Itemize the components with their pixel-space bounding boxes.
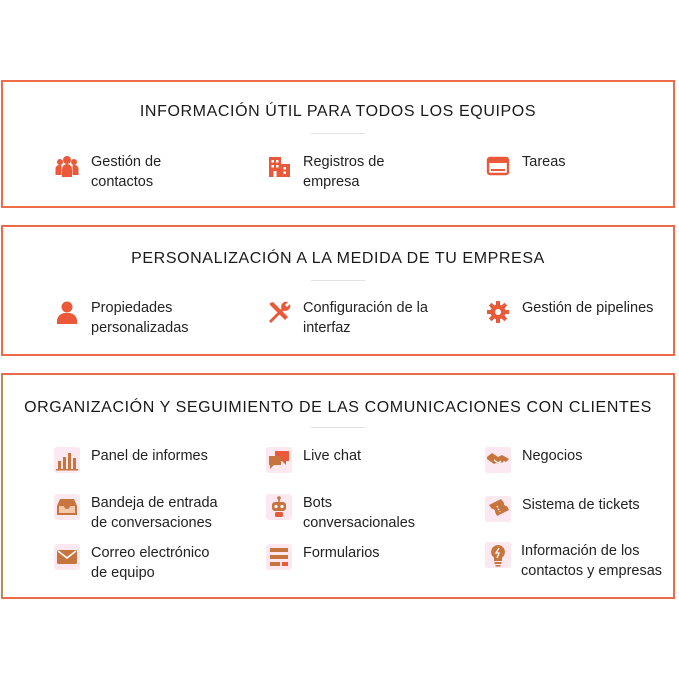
feature-label: Propiedades personalizadas <box>91 300 189 336</box>
handshake-icon <box>485 447 511 473</box>
title-divider <box>311 427 365 428</box>
feature-label: Gestión de contactos <box>91 154 162 190</box>
people-icon <box>54 153 80 179</box>
building-icon <box>266 153 292 179</box>
feature-label: Registros de empresa <box>303 154 385 190</box>
feature-label: Correo electrónico de equipo <box>91 545 210 581</box>
title-divider <box>311 280 365 281</box>
feature-label: Configuración de la interfaz <box>303 300 428 336</box>
feature-label: Negocios <box>522 448 583 464</box>
gear-icon <box>485 299 511 325</box>
bar-chart-icon <box>54 447 80 473</box>
feature-label: Bandeja de entrada de conversaciones <box>91 495 218 531</box>
feature-label: Gestión de pipelines <box>522 300 654 316</box>
section-title: INFORMACIÓN ÚTIL PARA TODOS LOS EQUIPOS <box>139 103 537 120</box>
bot-icon <box>266 494 292 520</box>
chat-icon <box>266 447 292 473</box>
section-customization <box>1 225 675 356</box>
section-communications <box>1 373 675 599</box>
title-divider <box>311 133 365 134</box>
section-title: PERSONALIZACIÓN A LA MEDIDA DE TU EMPRESA <box>131 250 545 267</box>
feature-label: Bots conversacionales <box>303 495 416 531</box>
task-window-icon <box>485 153 511 179</box>
envelope-icon <box>54 544 80 570</box>
section-useful-info <box>1 80 675 208</box>
feature-label: Formularios <box>303 545 380 561</box>
form-icon <box>266 544 292 570</box>
feature-label: Sistema de tickets <box>522 497 640 513</box>
tools-icon <box>266 299 292 325</box>
inbox-icon <box>54 494 80 520</box>
lightbulb-icon <box>485 542 511 568</box>
feature-label: Live chat <box>303 448 362 464</box>
feature-label: Panel de informes <box>91 448 208 464</box>
feature-label: Tareas <box>522 154 566 170</box>
ticket-icon <box>485 496 511 522</box>
feature-label: Información de los contactos y empresas <box>521 543 663 579</box>
section-title: ORGANIZACIÓN Y SEGUIMIENTO DE LAS COMUNICACIONES CON CLIENTES <box>24 399 652 416</box>
person-icon <box>54 299 80 325</box>
